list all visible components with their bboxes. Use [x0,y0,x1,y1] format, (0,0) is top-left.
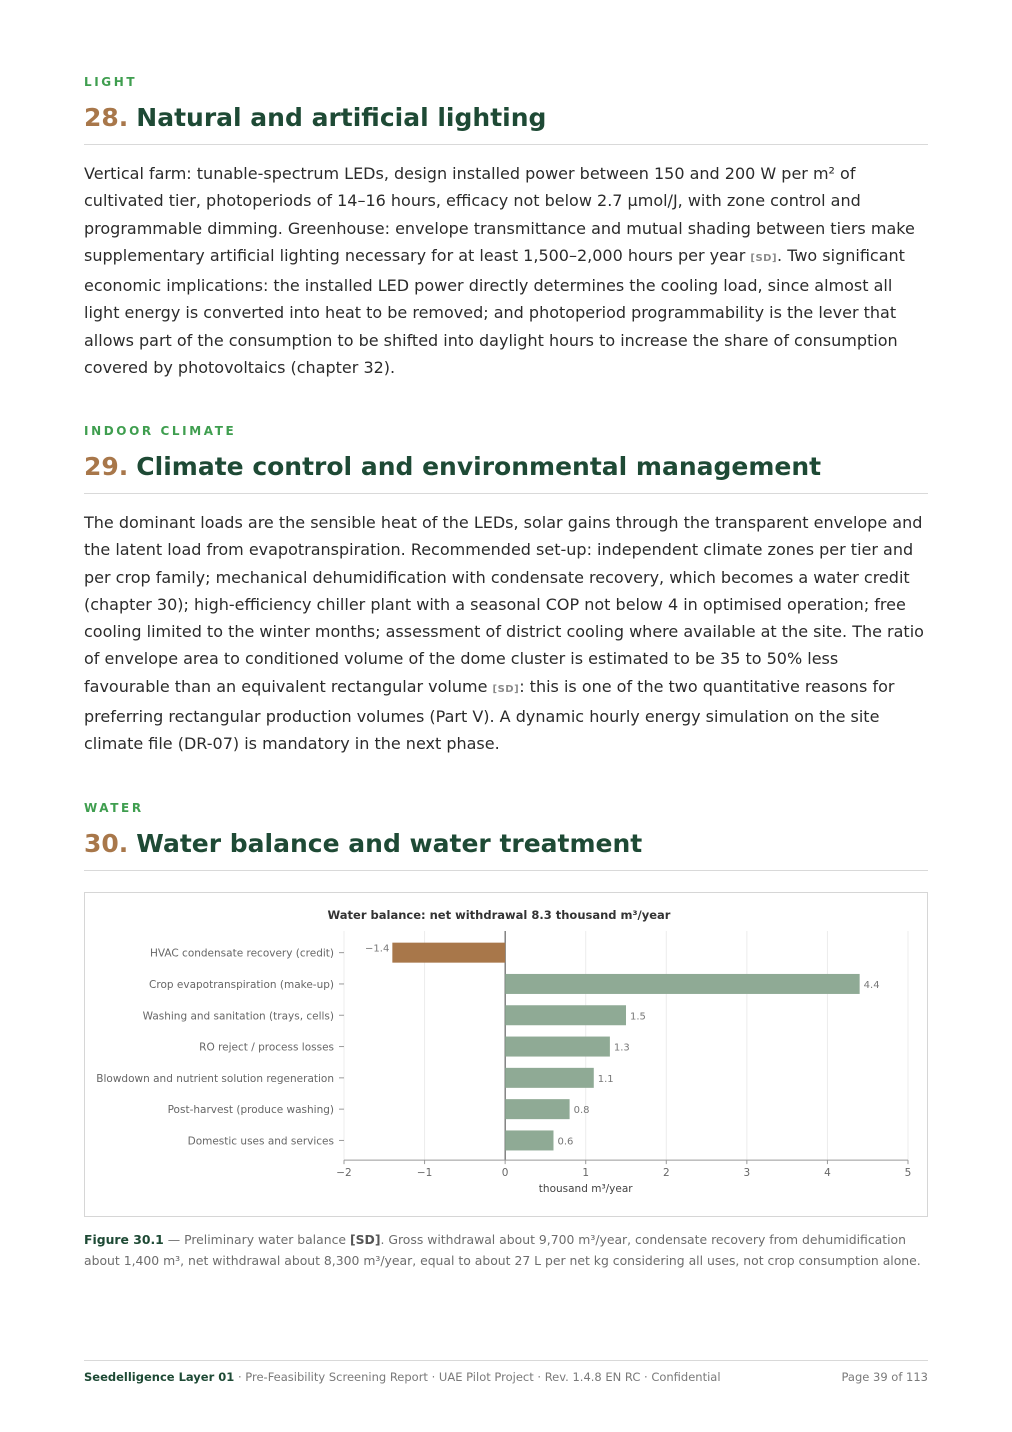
body-text: The dominant loads are the sensible heat of the LEDs, solar gains through the transparent envelope and the latent load from evapotranspiration. Recommended set-up: independent climate zones per tier and per crop family; mechanical dehumidification with condensate recovery, which becomes a water credit (chapter 30); high-efficiency chiller plant with a seasonal COP not below 4 in optimised operation; free cooling limited to the winter months; assessment of district cooling where available at the site. The ratio of envelope area to conditioned volume of the dome cluster is estimated to be 35 to 50% less favourable than an equivalent rectangular volume [84,513,924,696]
source-tag: [SD] [349,1232,381,1247]
page-number: Page 39 of 113 [841,1370,928,1384]
x-tick-label: −2 [336,1167,352,1180]
body-text: : this is one of the two quantitative reasons for preferring rectangular production volumes (Part V). A dynamic hourly energy simulation on the site climate file (DR-07) is mandatory in the next phase. [84,676,895,754]
figure-label: Figure 30.1 [84,1232,164,1247]
bar [505,1068,594,1088]
page-footer [84,1370,928,1386]
source-tag: [SD] [750,252,778,264]
section-eyebrow-light: LIGHT [84,75,138,89]
value-label: 1.3 [613,1042,630,1054]
caption-text: — Preliminary water balance [163,1232,350,1247]
category-label: HVAC condensate recovery (credit) [149,947,334,960]
section-body-28 [84,160,928,381]
section-title: Natural and artificial lighting [136,103,547,132]
bar [392,943,505,963]
bar [505,1099,569,1119]
category-label: Domestic uses and services [187,1135,334,1148]
x-tick-label: 5 [904,1167,912,1180]
category-label: Washing and sanitation (trays, cells) [142,1010,334,1023]
bar [505,1005,626,1025]
section-title: Climate control and environmental management [136,452,822,481]
water-balance-figure [84,892,928,1217]
x-tick-label: 0 [501,1167,509,1180]
figure-caption [84,1229,928,1271]
bar [505,974,860,994]
section-number: 29. [84,452,129,481]
value-label: 0.6 [557,1136,574,1148]
x-tick-label: 1 [582,1167,590,1180]
x-axis-label: thousand m³/year [538,1183,633,1196]
body-text: Vertical farm: tunable-spectrum LEDs, design installed power between 150 and 200 W per m² of cultivated tier, photoperiods of 14–16 hours, efficacy not below 2.7 µmol/J, with zone control and programmable dimming. Greenhouse: envelope transmittance and mutual shading between tiers make supplementary artificial lighting necessary for at least 1,500–2,000 hours per year [84,164,915,265]
source-tag: [SD] [492,683,520,695]
value-label: 1.1 [597,1073,614,1085]
section-eyebrow-water: WATER [84,801,144,815]
category-label: Blowdown and nutrient solution regeneration [96,1072,334,1085]
value-label: −1.4 [365,943,390,955]
body-text: . Two significant economic implications: the installed LED power directly determines the cooling load, since almost all light energy is converted into heat to be removed; and photoperiod programmability is the lever that allows part of the consumption to be shifted into daylight hours to increase the share of consumption covered by photovoltaics (chapter 32). [84,245,905,378]
water-balance-chart [85,893,927,1216]
section-heading-30 [84,828,928,860]
footer-divider [84,1360,928,1361]
heading-divider [84,493,928,494]
value-label: 0.8 [573,1105,590,1117]
section-number: 28. [84,103,129,132]
x-tick-label: 4 [824,1167,831,1180]
x-tick-label: 2 [662,1167,670,1180]
category-label: Post-harvest (produce washing) [167,1104,334,1117]
section-heading-28 [84,102,928,134]
heading-divider [84,870,928,871]
x-tick-label: 3 [743,1167,751,1180]
section-body-29 [84,509,928,758]
bar [505,1130,553,1150]
value-label: 4.4 [863,979,880,991]
value-label: 1.5 [630,1011,646,1023]
section-eyebrow-indoor-climate: INDOOR CLIMATE [84,424,237,438]
chart-title: Water balance: net withdrawal 8.3 thousand m³/year [327,908,671,922]
section-heading-29 [84,451,928,483]
heading-divider [84,144,928,145]
category-label: Crop evapotranspiration (make-up) [149,978,334,991]
footer-details: · Pre-Feasibility Screening Report · UAE Pilot Project · Rev. 1.4.8 EN RC · Confidential [234,1370,721,1384]
section-number: 30. [84,829,129,858]
category-label: RO reject / process losses [199,1041,334,1054]
section-title: Water balance and water treatment [136,829,643,858]
footer-brand: Seedelligence Layer 01 [84,1370,235,1384]
bar [505,1037,610,1057]
x-tick-label: −1 [416,1167,433,1180]
caption-text: . Gross withdrawal about 9,700 m³/year, condensate recovery from dehumidification about 1,400 m³, net withdrawal about 8,300 m³/year, equal to about 27 L per net kg considering all uses, not crop consumption alone. [84,1232,921,1268]
